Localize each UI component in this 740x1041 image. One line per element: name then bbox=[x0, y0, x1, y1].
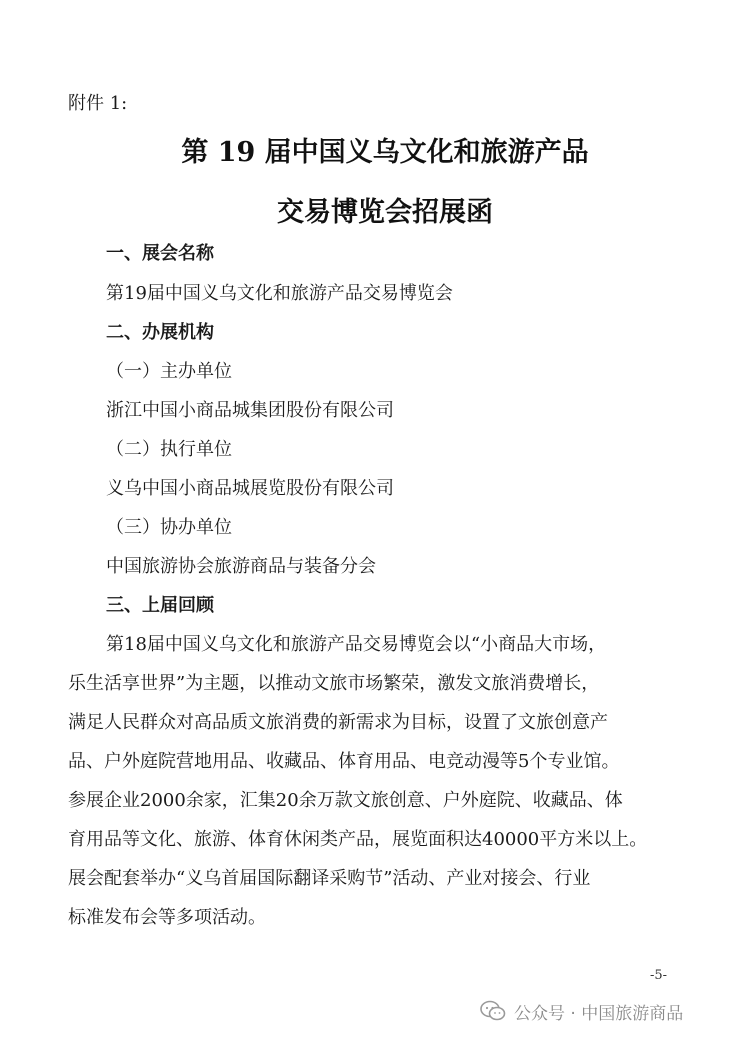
exhibition-name-text: 第19届中国义乌文化和旅游产品交易博览会 bbox=[106, 283, 453, 304]
page-number: -5- bbox=[650, 968, 668, 983]
document-title-line-2: 交易博览会招展函 bbox=[277, 197, 493, 228]
wechat-watermark bbox=[480, 996, 683, 1026]
review-line: 参展企业2000余家，汇集20余万款文旅创意、户外庭院、收藏品、体 bbox=[68, 790, 623, 811]
review-line: 乐生活享世界”为主题，以推动文旅市场繁荣，激发文旅消费增长， bbox=[68, 673, 600, 694]
section-heading-organizers: 二、办展机构 bbox=[106, 322, 214, 343]
executor-value: 义乌中国小商品城展览股份有限公司 bbox=[106, 478, 394, 499]
document-title-line-1: 第 19 届中国义乌文化和旅游产品 bbox=[181, 137, 589, 168]
review-line: 展会配套举办“义乌首届国际翻译采购节”活动、产业对接会、行业 bbox=[68, 868, 591, 889]
co-organizer-label: （三）协办单位 bbox=[106, 517, 232, 538]
co-organizer-value: 中国旅游协会旅游商品与装备分会 bbox=[106, 556, 376, 577]
section-heading-exhibition-name: 一、展会名称 bbox=[106, 243, 214, 264]
review-line: 标准发布会等多项活动。 bbox=[68, 907, 266, 928]
review-line: 育用品等文化、旅游、体育休闲类产品，展览面积达40000平方米以上。 bbox=[68, 829, 648, 850]
organizer-value: 浙江中国小商品城集团股份有限公司 bbox=[106, 400, 394, 421]
attachment-label: 附件 1: bbox=[68, 93, 128, 114]
section-heading-review: 三、上届回顾 bbox=[106, 595, 214, 616]
review-line: 品、户外庭院营地用品、收藏品、体育用品、电竞动漫等5个专业馆。 bbox=[68, 751, 620, 772]
review-line: 第18届中国义乌文化和旅游产品交易博览会以“小商品大市场， bbox=[106, 634, 607, 655]
watermark-text: 公众号 · 中国旅游商品 bbox=[514, 1003, 684, 1024]
wechat-icon bbox=[480, 1000, 506, 1022]
organizer-label: （一）主办单位 bbox=[106, 361, 232, 382]
review-line: 满足人民群众对高品质文旅消费的新需求为目标，设置了文旅创意产 bbox=[68, 712, 608, 733]
executor-label: （二）执行单位 bbox=[106, 439, 232, 460]
